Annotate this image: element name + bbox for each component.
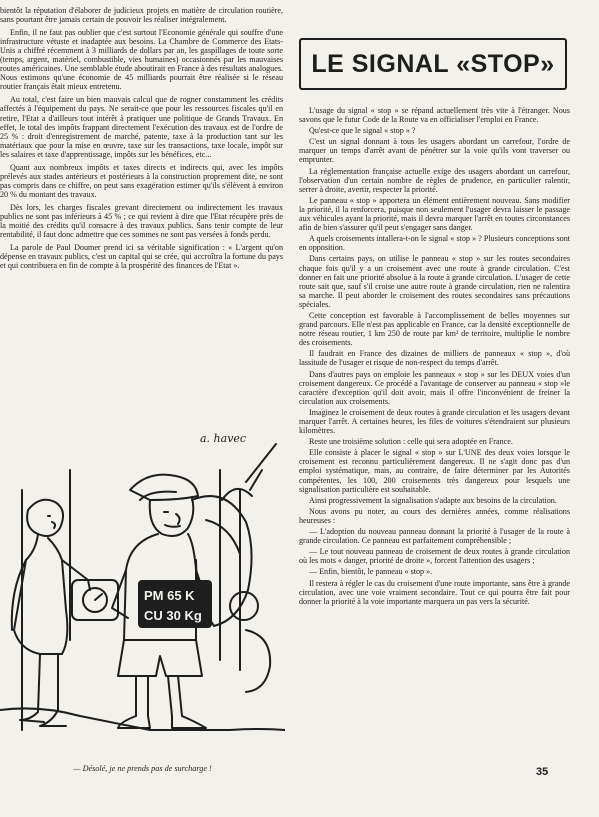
article-title: LE SIGNAL «STOP» xyxy=(311,49,555,78)
sign-line-2: CU 30 Kg xyxy=(144,608,202,623)
page-number: 35 xyxy=(536,766,549,778)
weight-sign xyxy=(138,580,212,628)
right-paragraph: La réglementation française actuelle exige des usagers abordant un carrefour, l'observation d'un certain nombre de règles de prudence, en particulier ralentir, serrer à droite, avertir, respecter la priorité. xyxy=(299,166,570,194)
right-paragraph: Dans certains pays, on utilise le panneau « stop » sur les routes secondaires chaque fois qu'il y a un croisement avec une route à grande circulation. C'est donner en fait une priorité absolue à la route à grande circulation. L'usager de cette route sait que, sauf s'il croise une autre route à grande circulation, rien ne ralentira sa marche. Il peut aborder le croisement des routes secondaires sans précautions spéciales. xyxy=(299,254,570,309)
left-article-column xyxy=(0,6,283,274)
right-paragraph: — Le tout nouveau panneau de croisement de deux routes à grande circulation où les mots « danger, priorité de droite », forcent l'attention des usagers ; xyxy=(299,547,570,566)
right-paragraph: Le panneau « stop » apportera un élément entièrement nouveau. Sans modifier la priorité, il la renforcera, puisque non seulement l'usager devra laisser le passage aux véhicules ayant la priorité, mais il devra marquer l'arrêt en toutes circonstances afin de bien s'assurer qu'il peut s'engager sans danger. xyxy=(299,195,570,233)
left-paragraph: Enfin, il ne faut pas oublier que c'est surtout l'Economie générale qui souffre d'une infrastructure vétuste et inadaptée aux besoins. La Chambre de Commerce des Etats-Unis a chiffré récemment à 3 milliards de dollars par an, les gaspillages de toute sorte (temps, argent, matériel, combustible, vies humaines) occasionnés par les mauvaises routes américaines. Une semblable étude aboutirait en France à des résultats analogues. Nous estimons qu'une économie de 45 milliards pourrait être réalisée si le réseau routier français était mieux entretenu. xyxy=(0,28,283,92)
left-paragraph: La parole de Paul Doumer prend ici sa véritable signification : « L'argent qu'on dépense en travaux publics, c'est un capital qui se crée, qui accroîtra la fortune du pays et qui contribuera en fin de compte à la prospérité des finances de l'Etat ». xyxy=(0,243,283,271)
right-paragraph: Dans d'autres pays on emploie les panneaux « stop » sur les DEUX voies d'un croisement dangereux. Ce procédé a l'avantage de conserver au panneau « stop »le caractère d'exception qu'il doit avoir, mais il offre l'inconvénient de freiner la circulation aux croisements. xyxy=(299,369,570,406)
right-paragraph: Il faudrait en France des dizaines de milliers de panneaux « stop », d'où lassitude de l'usager et risque de non-respect du temps d'arrêt. xyxy=(299,349,570,368)
right-paragraph: Cette conception est favorable à l'accomplissement de belles moyennes sur grand parcours. Elle n'est pas applicable en France, car la densité exceptionnelle de notre réseau routier, 1 km 250 de route par km² de territoire, multiplie le nombre des croisements. xyxy=(299,310,570,348)
cartoon-caption: — Désolé, je ne prends pas de surcharge ! xyxy=(73,764,212,773)
left-paragraph: bientôt la réputation d'élaborer de judicieux projets en matière de circulation routière, sans pourtant être jamais certain de pouvoir les réaliser intégralement. xyxy=(0,6,283,25)
sign-line-1: PM 65 K xyxy=(144,588,195,603)
right-paragraph: Il restera à régler le cas du croisement d'une route importante, sans être à grande circulation, avec une voie vraiment secondaire. Tout ce qui pourra être fait pour donner la priorité à la voie importante marquera un pas vers la sécurité. xyxy=(299,578,570,606)
right-paragraph: L'usage du signal « stop » se répand actuellement très vite à l'étranger. Nous savons que le futur Code de la Route va en officialiser l'emploi en France. xyxy=(299,106,570,125)
right-paragraph: — Enfin, bientôt, le panneau « stop ». xyxy=(309,567,433,577)
article-title-box xyxy=(299,38,567,90)
right-paragraph: — L'adoption du nouveau panneau donnant la priorité à l'usager de la route à grande circulation. Ce panneau est parfaitement compréhensible ; xyxy=(299,527,570,546)
right-paragraph: Imaginez le croisement de deux routes à grande circulation et les usagers devant marquer l'arrêt. A certaines heures, les files de voitures s'étendraient sur plusieurs kilomètres. xyxy=(299,407,570,436)
left-paragraph: Au total, c'est faire un bien mauvais calcul que de rogner constamment les crédits affectés à l'équipement du pays. Ne serait-ce que pour les ressources fiscales qu'il en retire, l'Etat a d'ailleurs tout intérêt à pratiquer une politique de Grands Travaux. En effet, le total des impôts frappant directement l'exécution des travaux est de l'ordre de 25 % : droit d'enregistrement de marché, patente, taxe à la production tant sur les matériaux que pour la mise en œuvre, taxe sur les transactions, taxe locale, impôt sur les salaires et taxe d'apprentissage, impôts sur les bénéfices, etc... xyxy=(0,95,283,159)
right-paragraph: Qu'est-ce que le signal « stop » ? xyxy=(309,126,416,136)
right-paragraph: Nous avons pu noter, au cours des dernières années, comme réalisations heureuses : xyxy=(299,506,570,525)
cartoon-signature: a. havec xyxy=(200,432,247,445)
right-article-column xyxy=(299,106,570,608)
right-paragraph: Ainsi progressivement la signalisation s'adapte aux besoins de la circulation. xyxy=(309,495,557,505)
right-paragraph: Elle consiste à placer le signal « stop » sur L'UNE des deux voies lorsque le croisement est reconnu particulièrement dangereux. Il ne s'agit donc pas d'un emploi systématique, mais, au contraire, de faire déterminer par les Autorités compétentes, les 100, 200 croisements très dangereux pour lesquels une signalisation particulière est souhaitable. xyxy=(299,448,570,494)
right-paragraph: C'est un signal donnant à tous les usagers abordant un carrefour, l'ordre de marquer un temps d'arrêt avant de pénétrer sur la voie qu'ils vont traverser ou emprunter. xyxy=(299,137,570,165)
right-paragraph: A quels croisements intallera-t-on le signal « stop » ? Plusieurs conceptions sont en opposition. xyxy=(299,234,570,253)
right-paragraph: Reste une troisième solution : celle qui sera adoptée en France. xyxy=(309,437,513,447)
left-paragraph: Dès lors, les charges fiscales grevant directement ou indirectement les travaux publics ne sont pas inférieurs à 45 % ; ce qui revient à dire que l'Etat récupère près de la moitié des crédits qu'il consacre à des travaux publics. Sans tenir compte de leur rentabilité, il faut donc admettre que ces sommes ne sont pas versées à fonds perdu. xyxy=(0,202,283,240)
cartoon-illustration xyxy=(0,430,285,760)
left-paragraph: Quant aux nombreux impôts et taxes directs et indirects qui, avec les impôts prélevés aux stades antérieurs et postérieurs à la construction proprement dite, ne sont pas compris dans ce chiffre, on peut sans exagération estimer qu'ils s'élèvent à environ 20 % du montant des travaux. xyxy=(0,162,283,199)
